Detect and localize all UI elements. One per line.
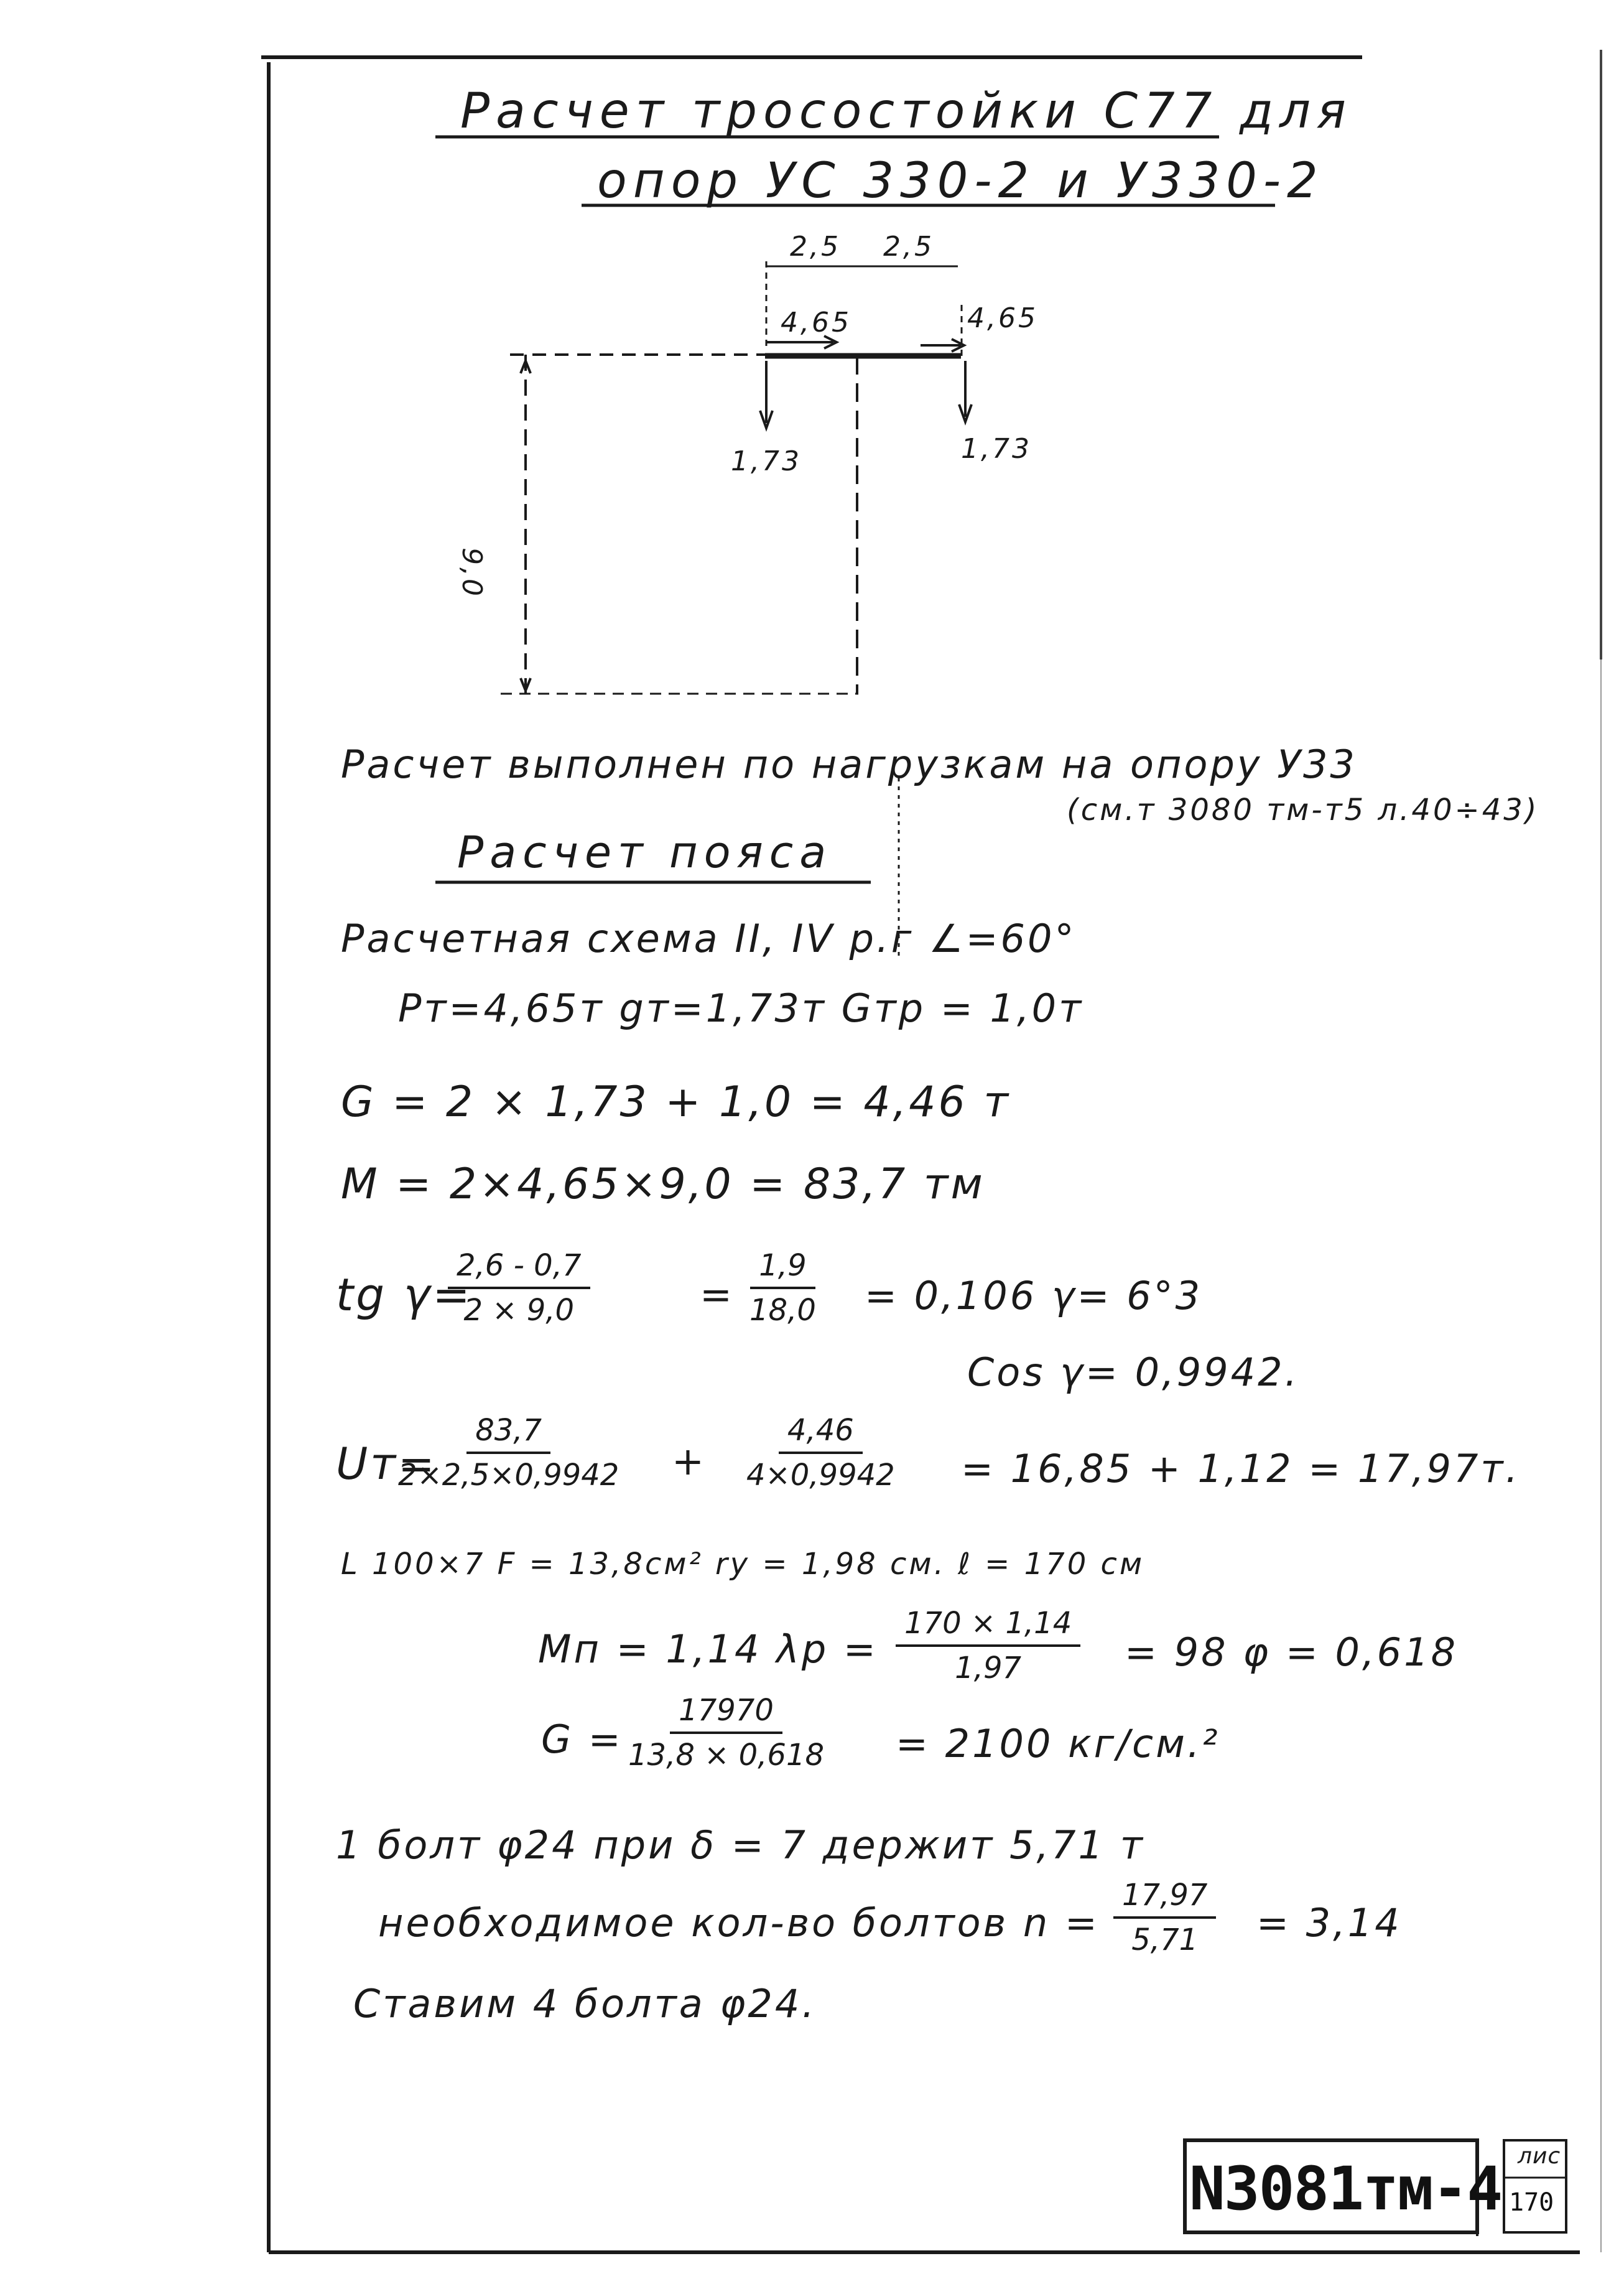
bolts-numerator: 17,97: [1113, 1880, 1216, 1919]
u-denominator-2: 4×0,9942: [746, 1458, 895, 1493]
m-formula: M = 2×4,65×9,0 = 83,7 тм: [341, 1160, 985, 1209]
title-line-2: опор УС 330-2 и У330-2: [597, 153, 1324, 209]
loads-line: Pт=4,65т gт=1,73т Gтр = 1,0т: [398, 986, 1084, 1031]
sigma-numerator: 17970: [670, 1695, 782, 1734]
tg-denominator-2: 18,0: [749, 1293, 816, 1328]
tg-prefix: tg γ=: [336, 1269, 473, 1321]
calc-reference: (см.т 3080 тм-т5 л.40÷43): [1067, 793, 1539, 827]
u-prefix: Uт=: [336, 1438, 437, 1489]
title-line-1: Расчет тросостойки С77 для: [460, 83, 1352, 139]
sigma-result: = 2100 кг/см.²: [896, 1721, 1220, 1766]
stamp-sheet-number: 170: [1509, 2188, 1554, 2217]
tg-denominator-1: 2 × 9,0: [463, 1293, 575, 1328]
scheme-line: Расчетная схема II, IV р.г ∠=60°: [341, 916, 1077, 961]
g-formula: G = 2 × 1,73 + 1,0 = 4,46 т: [341, 1078, 1011, 1127]
calc-note: Расчет выполнен по нагрузкам на опору У33: [341, 742, 1357, 787]
u-denominator-1: 2×2,5×0,9942: [398, 1458, 619, 1493]
sigma-denominator: 13,8 × 0,618: [628, 1738, 825, 1773]
bolts-needed-prefix: необходимое кол-во болтов n =: [378, 1900, 1100, 1946]
dim-top-right: 2,5: [883, 231, 934, 263]
tg-numerator-2: 1,9: [750, 1251, 815, 1289]
cos-line: Cos γ= 0,9942.: [967, 1349, 1300, 1395]
stamp-sheet-label: лис: [1518, 2143, 1561, 2169]
u-result: = 16,85 + 1,12 = 17,97т.: [961, 1446, 1521, 1491]
angle-properties: L 100×7 F = 13,8см² ry = 1,98 см. ℓ = 170 см: [341, 1547, 1145, 1582]
load-right-label: 1,73: [961, 433, 1032, 465]
u-numerator-2: 4,46: [779, 1415, 863, 1454]
section-title: Расчет пояса: [457, 827, 833, 878]
stamp-number: N3081тм-4: [1189, 2154, 1502, 2224]
u-numerator-1: 83,7: [466, 1415, 550, 1454]
height-label: 9,0: [456, 548, 488, 599]
sigma-prefix: G =: [541, 1717, 623, 1762]
tg-result: = 0,106 γ= 6°3: [865, 1273, 1203, 1318]
bolts-denominator: 5,71: [1131, 1923, 1199, 1957]
tg-equals: =: [700, 1272, 735, 1317]
force-left-label: 4,65: [781, 307, 851, 338]
bolts-result: = 3,14: [1256, 1900, 1402, 1946]
u-plus: +: [672, 1438, 707, 1484]
lambda-numerator: 170 × 1,14: [896, 1608, 1080, 1647]
load-left-label: 1,73: [731, 445, 802, 477]
force-right-label: 4,65: [967, 302, 1038, 334]
lambda-denominator: 1,97: [955, 1651, 1022, 1685]
final-line: Ставим 4 болта φ24.: [353, 1981, 817, 2026]
bolt-capacity: 1 болт φ24 при δ = 7 держит 5,71 т: [336, 1822, 1145, 1868]
tg-numerator-1: 2,6 - 0,7: [448, 1251, 590, 1289]
dim-top-left: 2,5: [790, 231, 841, 263]
mu-lambda-prefix: Mп = 1,14 λp =: [538, 1626, 878, 1672]
lambda-result: = 98 φ = 0,618: [1125, 1629, 1459, 1675]
